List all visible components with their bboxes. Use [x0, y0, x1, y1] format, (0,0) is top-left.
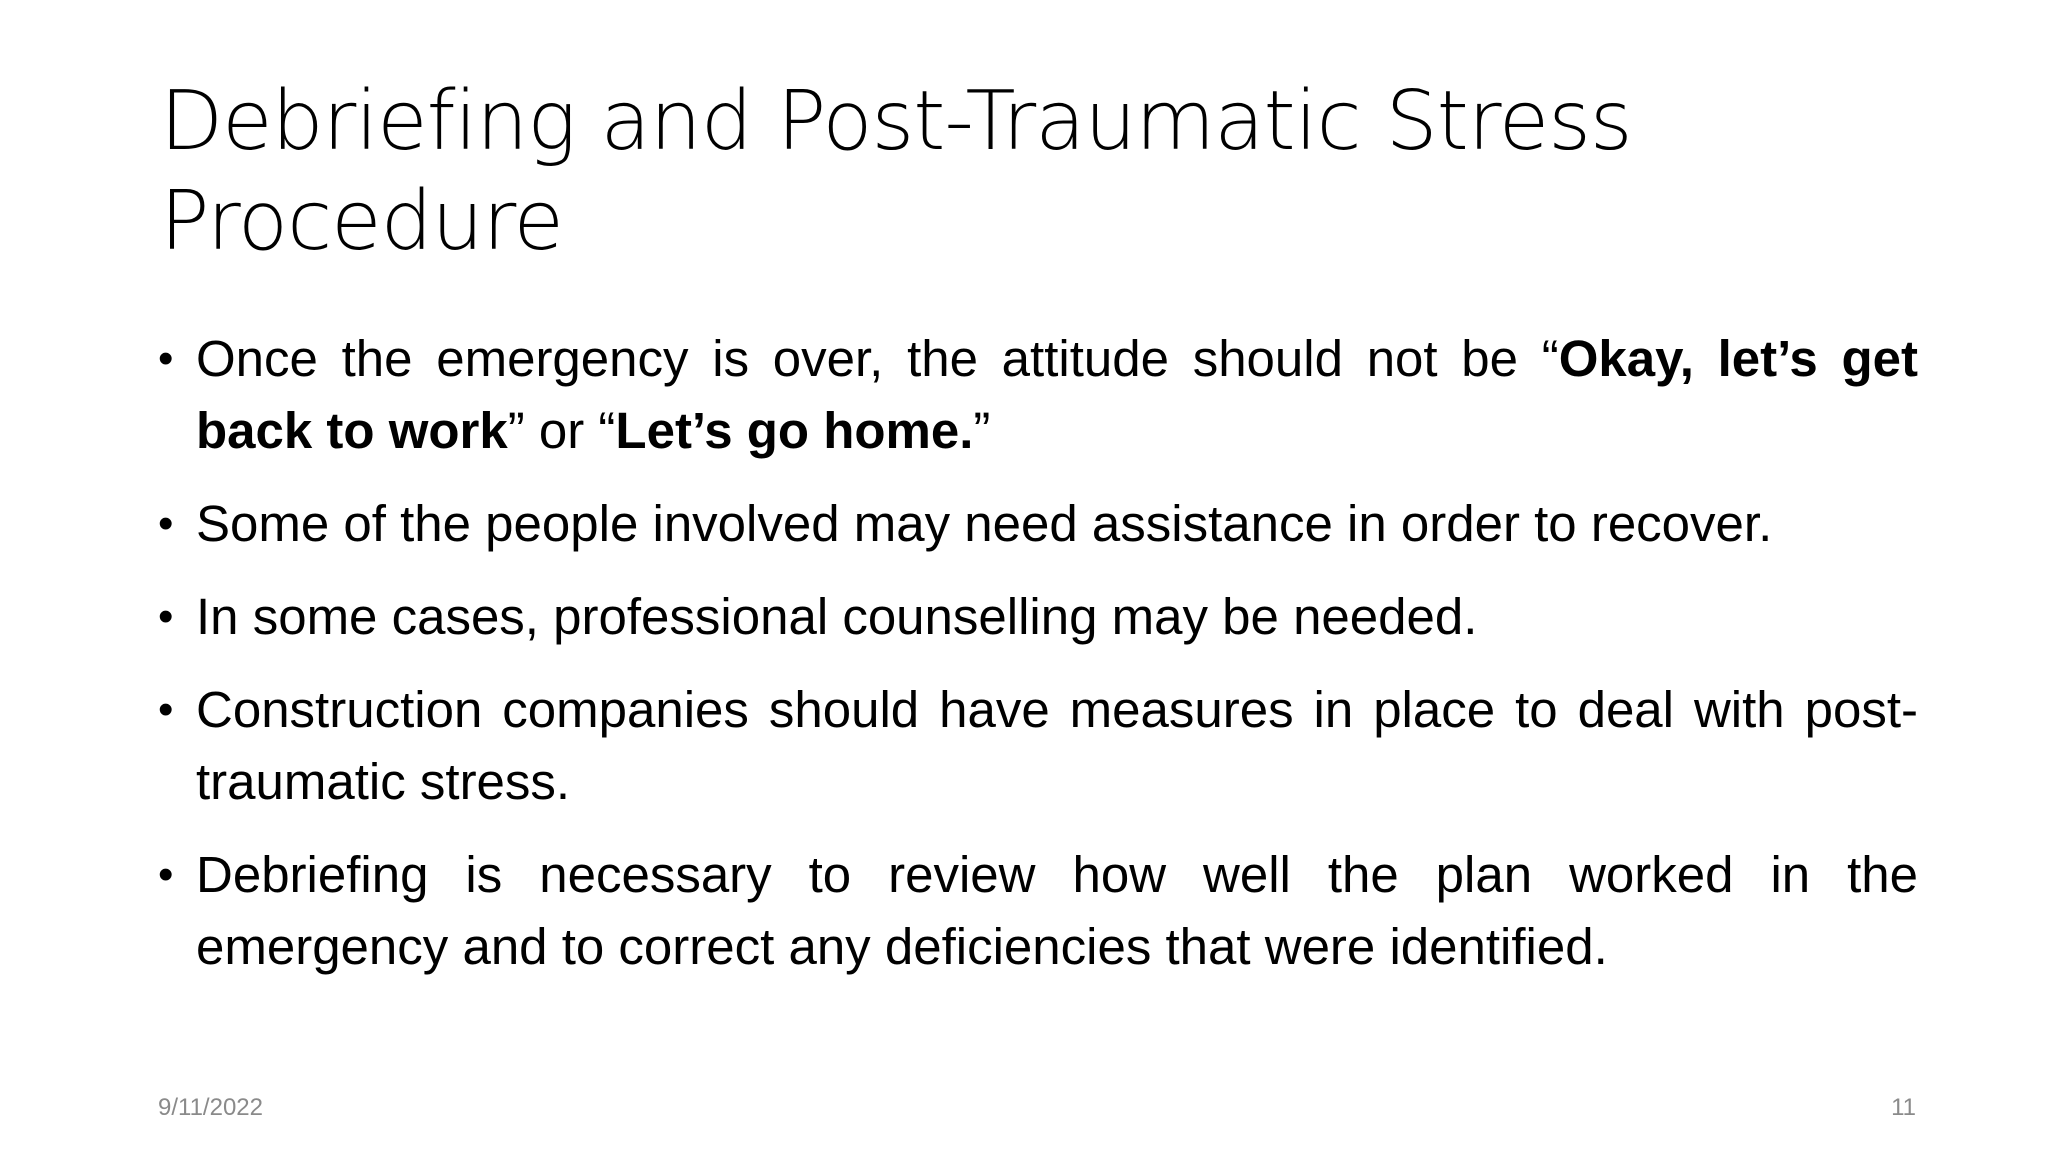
- slide-title: [160, 72, 1900, 272]
- bullet-text: [196, 495, 1772, 552]
- bullet-dot-icon: •: [158, 499, 174, 548]
- bullet-item: [158, 581, 1918, 653]
- bullet-item: [158, 674, 1918, 818]
- bullet-text: [196, 588, 1477, 645]
- slide-title-line-1: Debriefing and Post-Traumatic Stress: [160, 74, 1632, 169]
- bullet-segment: Once the emergency is over, the attitude should not be “: [196, 330, 1559, 387]
- bullet-text: [196, 681, 1918, 810]
- bullet-item: [158, 323, 1918, 467]
- bullet-segment: Construction companies should have measures in place to deal with post-traumatic stress.: [196, 681, 1918, 810]
- bullet-text: [196, 330, 1918, 459]
- bullet-segment-bold: Let’s go home.: [615, 402, 974, 459]
- bullet-segment: In some cases, professional counselling may be needed.: [196, 588, 1478, 645]
- bullet-dot-icon: •: [158, 592, 174, 641]
- slide-title-line-2: Procedure: [160, 174, 564, 269]
- bullet-segment: ” or “: [507, 402, 616, 459]
- bullet-segment-bold: Okay, let’s get back to work: [196, 330, 1918, 459]
- bullet-dot-icon: •: [158, 334, 174, 383]
- bullet-text: [196, 846, 1918, 975]
- page-number: 11: [1891, 1094, 1916, 1121]
- bullet-segment: Some of the people involved may need assistance in order to recover.: [196, 495, 1773, 552]
- bullet-list: [158, 323, 1918, 1004]
- bullet-dot-icon: •: [158, 850, 174, 899]
- bullet-segment: Debriefing is necessary to review how well the plan worked in the emergency and to correct any deficiencies that were identified.: [196, 846, 1918, 975]
- bullet-item: [158, 839, 1918, 983]
- bullet-item: [158, 488, 1918, 560]
- footer-date: 9/11/2022: [158, 1094, 263, 1121]
- bullet-dot-icon: •: [158, 685, 174, 734]
- bullet-segment: ”: [973, 402, 991, 459]
